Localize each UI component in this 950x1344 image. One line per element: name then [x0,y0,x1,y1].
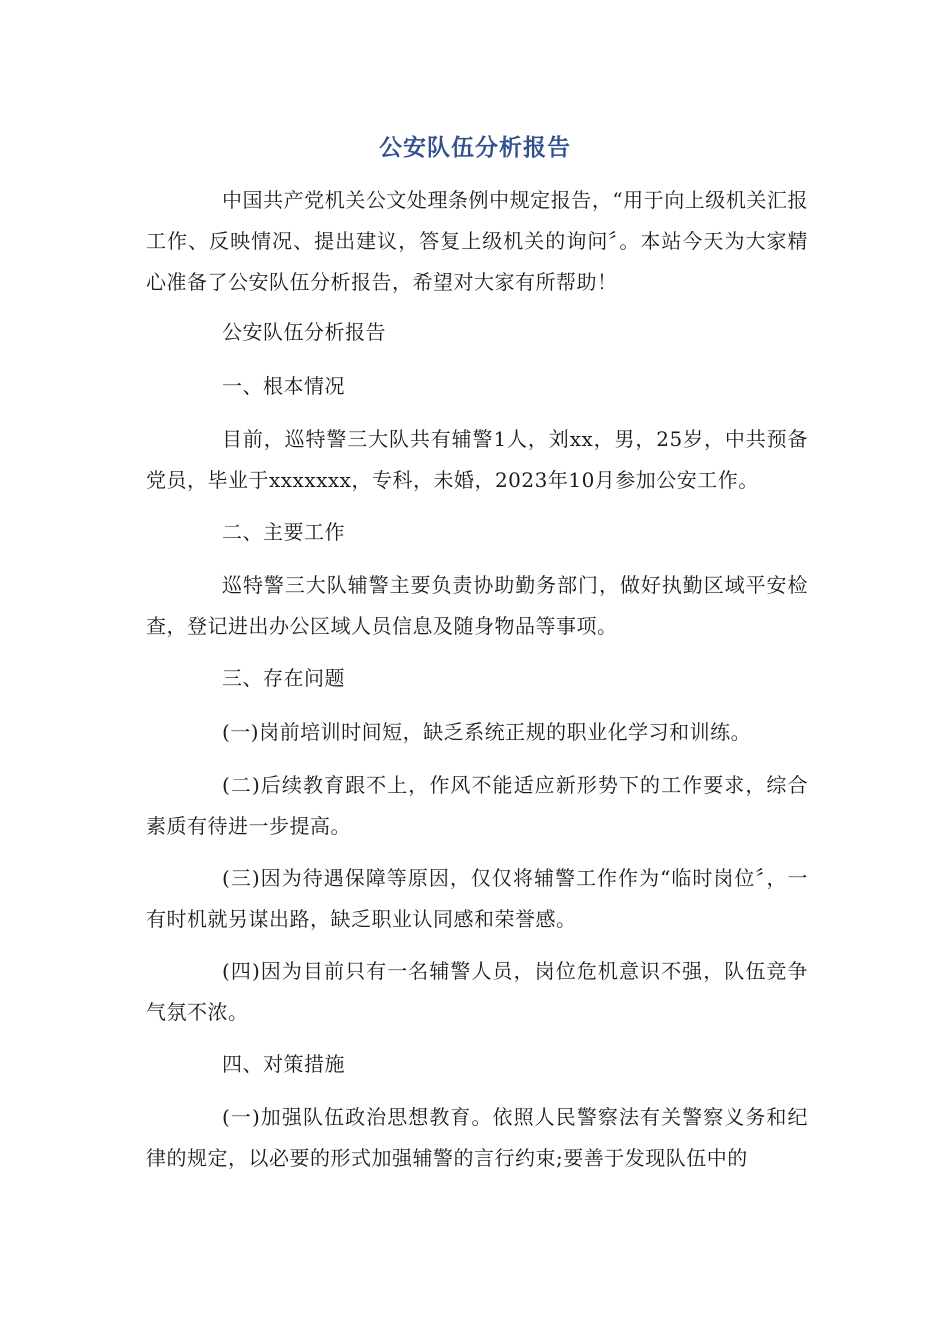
section-3-item-1: (一)岗前培训时间短，缺乏系统正规的职业化学习和训练。 [222,720,752,744]
document-title: 公安队伍分析报告 [379,135,571,161]
section-3-item-2: (二)后续教育跟不上，作风不能适应新形势下的工作要求，综合素质有待进一步提高。 [146,773,808,838]
section-1-heading: 一、根本情况 [222,374,345,398]
section-2-heading: 二、主要工作 [222,520,345,544]
section-3-heading: 三、存在问题 [222,666,345,690]
section-2-body: 巡特警三大队辅警主要负责协助勤务部门，做好执勤区域平安检查，登记进出办公区域人员信息及随身物品等事项。 [146,573,808,638]
section-3-item-4: (四)因为目前只有一名辅警人员，岗位危机意识不强，队伍竞争气氛不浓。 [146,959,808,1024]
section-4-heading: 四、对策措施 [222,1052,345,1076]
section-3-item-3: (三)因为待遇保障等原因，仅仅将辅警工作作为“临时岗位〞，一有时机就另谋出路，缺乏职业认同感和荣誉感。 [146,866,808,931]
report-subtitle: 公安队伍分析报告 [222,320,386,344]
section-4-item-1: (一)加强队伍政治思想教育。依照人民警察法有关警察义务和纪律的规定，以必要的形式加强辅警的言行约束;要善于发现队伍中的 [146,1105,808,1170]
section-1-body: 目前，巡特警三大队共有辅警1人，刘xx，男，25岁，中共预备党员，毕业于xxxxxxx，专科，未婚，2023年10月参加公安工作。 [146,427,808,492]
intro-paragraph: 中国共产党机关公文处理条例中规定报告，“用于向上级机关汇报工作、反映情况、提出建议，答复上级机关的询问〞。本站今天为大家精心准备了公安队伍分析报告，希望对大家有所帮助！ [146,188,808,294]
